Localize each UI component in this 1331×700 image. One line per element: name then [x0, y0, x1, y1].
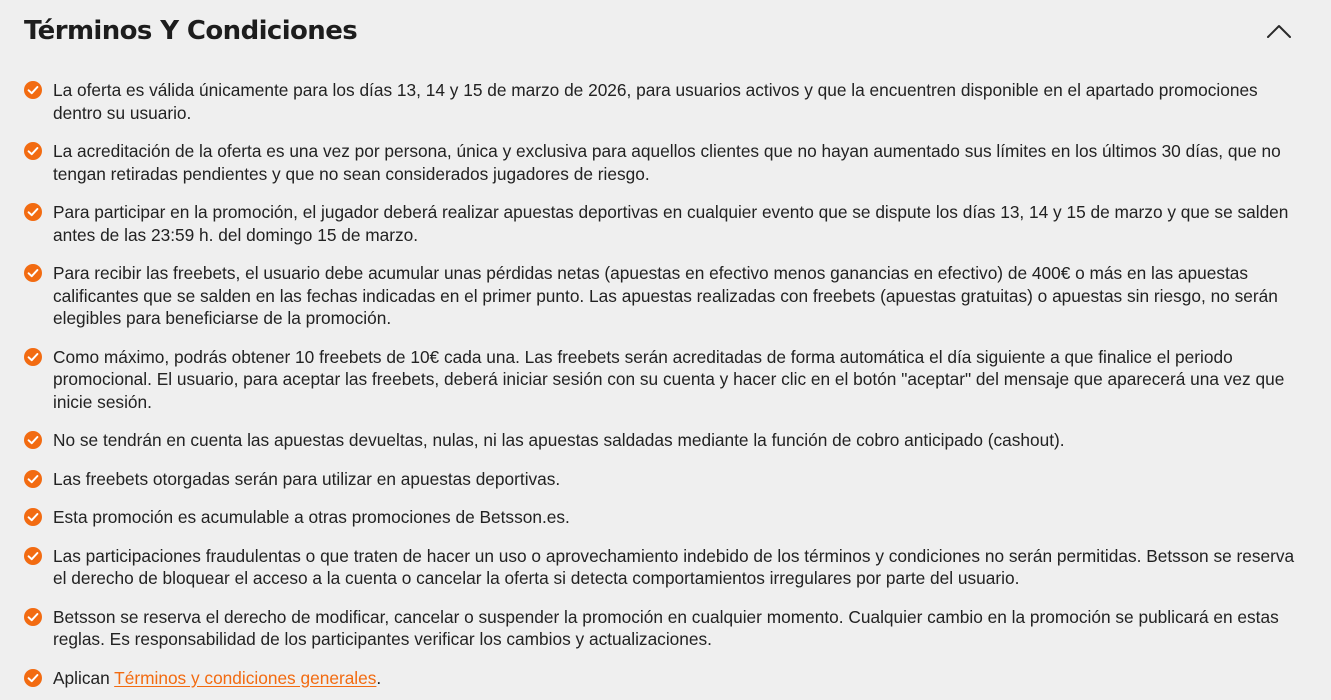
last-term-text: [53, 667, 1303, 690]
list-item: [24, 429, 1311, 452]
term-text: Para participar en la promoción, el jugador deberá realizar apuestas deportivas en cualquier evento que se dispute los días 13, 14 y 15 de marzo y que se salden antes de las 23:59 h. del domingo 15 de marzo.: [53, 202, 1289, 245]
check-circle-icon: [24, 348, 42, 366]
term-text: La oferta es válida únicamente para los días 13, 14 y 15 de marzo de 2026, para usuarios activos y que la encuentren disponible en el apartado promociones dentro su usuario.: [53, 80, 1258, 123]
terms-header[interactable]: [24, 12, 1311, 50]
general-terms-link[interactable]: Términos y condiciones generales: [114, 667, 377, 688]
term-text: Esta promoción es acumulable a otras promociones de Betsson.es.: [53, 507, 570, 527]
list-item: [24, 346, 1311, 414]
term-text: Como máximo, podrás obtener 10 freebets de 10€ cada una. Las freebets serán acreditadas de forma automática el día siguiente a que finalice el periodo promocional. El usuario, para aceptar las freebets, deberá iniciar sesión con su cuenta y hacer clic en el botón "aceptar" del mensaje que aparecerá una vez que inicie sesión.: [53, 346, 1285, 412]
list-item: [24, 201, 1311, 246]
list-item: [24, 140, 1311, 185]
last-term-prefix: Aplican: [53, 667, 115, 688]
list-item: [24, 545, 1311, 590]
list-item: [24, 606, 1311, 651]
term-text: La acreditación de la oferta es una vez por persona, única y exclusiva para aquellos clientes que no hayan aumentado sus límites en los últimos 30 días, que no tengan retiradas pendientes y que no sean considerados jugadores de riesgo.: [53, 141, 1281, 184]
term-text: Para recibir las freebets, el usuario debe acumular unas pérdidas netas (apuestas en efectivo menos ganancias en efectivo) de 400€ o más en las apuestas calificantes que se salden en las fechas indicadas en el primer punto. Las apuestas realizadas con freebets (apuestas gratuitas) o apuestas sin riesgo, no serán elegibles para beneficiarse de la promoción.: [53, 263, 1278, 328]
list-item: [24, 468, 1311, 491]
term-text: No se tendrán en cuenta las apuestas devueltas, nulas, ni las apuestas saldadas mediante la función de cobro anticipado (cashout).: [53, 430, 1065, 450]
list-item: [24, 262, 1311, 330]
check-circle-icon: [24, 81, 42, 99]
collapse-toggle-button[interactable]: [1259, 11, 1299, 51]
check-circle-icon: [24, 547, 42, 565]
check-circle-icon: [24, 470, 42, 488]
last-term-suffix: .: [376, 667, 382, 688]
list-item: [24, 667, 1311, 690]
chevron-up-icon: [1266, 23, 1292, 39]
term-text: Las participaciones fraudulentas o que traten de hacer un uso o aprovechamiento indebido de los términos y condiciones no serán permitidas. Betsson se reserva el derecho de bloquear el acceso a la cuenta o cancelar la oferta si detecta comportamientos irregulares por parte del usuario.: [53, 545, 1295, 588]
term-text: Betsson se reserva el derecho de modificar, cancelar o suspender la promoción en cualquier momento. Cualquier cambio en la promoción se publicará en estas reglas. Es responsabilidad de los participantes verificar los cambios y actualizaciones.: [53, 606, 1279, 649]
check-circle-icon: [24, 264, 42, 282]
check-circle-icon: [24, 608, 42, 626]
check-circle-icon: [24, 203, 42, 221]
check-circle-icon: [24, 142, 42, 160]
check-circle-icon: [24, 431, 42, 449]
term-text: Las freebets otorgadas serán para utilizar en apuestas deportivas.: [53, 468, 561, 489]
check-circle-icon: [24, 669, 42, 687]
section-title: Términos Y Condiciones: [24, 16, 358, 46]
check-circle-icon: [24, 508, 42, 526]
terms-list: [24, 79, 1311, 689]
list-item: [24, 79, 1311, 124]
list-item: [24, 506, 1311, 529]
